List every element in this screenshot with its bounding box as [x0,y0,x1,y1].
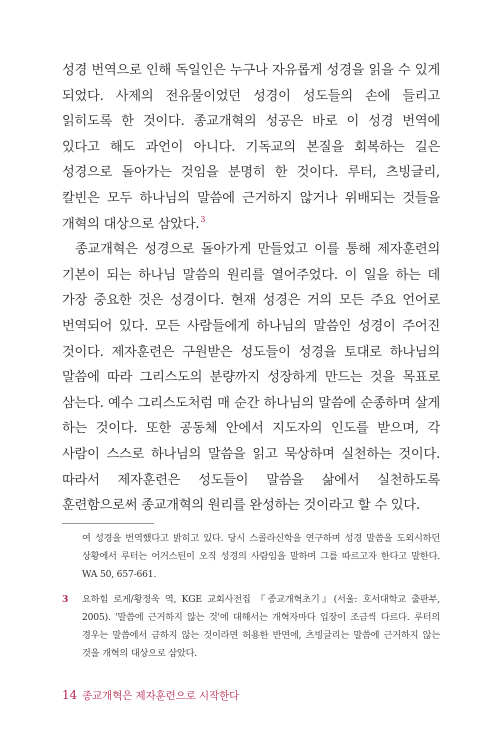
footnotes [62,530,440,663]
main-text [62,58,440,519]
footnote-number [62,530,82,585]
paragraph-2: 종교개혁은 성경으로 돌아가게 만들었고 이를 통해 제자훈련의 기본이 되는 하나님 말씀의 원리를 열어주었다. 이 일을 하는 데 가장 중요한 것은 성경이다. 현재 성경은 거의 모든 주요 언어로 번역되어 있다. 모든 사람들에게 하나님의 말씀인 성경이 주어진 것이다. 제자훈련은 구원받은 성도들이 성경을 토대로 하나님의 말씀에 따라 그리스도의 분량까지 성장하게 만드는 것을 목표로 삼는다. 예수 그리스도처럼 매 순간 하나님의 말씀에 순종하며 살게 하는 것이다. 또한 공동체 안에서 지도자의 인도를 받으며, 각 사람이 스스로 하나님의 말씀을 읽고 묵상하며 실천하는 것이다. 따라서 제자훈련은 성도들이 말씀을 삶에서 실천하도록 훈련함으로써 종교개혁의 원리를 완성하는 것이라고 할 수 있다. [62,242,440,514]
paragraph-1-text: 성경 번역으로 인해 독일인은 누구나 자유롭게 성경을 읽을 수 있게 되었다. 사제의 전유물이었던 성경이 성도들의 손에 들리고 읽히도록 한 것이다. 종교개혁의 성공은 바로 이 성경 번역에 있다고 해도 과언이 아니다. 기독교의 본질을 회복하는 길은 성경으로 돌아가는 것임을 분명히 한 것이다. 루터, 츠빙글리, 칼빈은 모두 하나님의 말씀에 근거하지 않거나 위배되는 것들을 개혁의 대상으로 삼았다. [62,63,440,232]
footnote-text: 여 성경을 번역했다고 밝히고 있다. 당시 스콜라신학을 연구하며 성경 말씀을 도외시하던 상황에서 루터는 어거스틴이 오직 성경의 사람임을 말하며 그를 따르고자 한다고 말한다. WA 50, 657-661. [82,533,440,581]
page-footer [62,688,239,703]
page-number: 14 [62,688,78,702]
paragraph-1 [62,58,440,237]
footnote-continued [62,530,440,585]
footnote-3 [62,591,440,664]
running-title: 종교개혁은 제자훈련으로 시작한다 [82,690,240,702]
footnote-ref-3[interactable]: 3 [200,215,206,225]
footnote-number: 3 [62,593,69,605]
footnote-divider [62,523,154,524]
footnote-text: 요하힘 로게/황정욱 역, KGE 교회사전집 『종교개혁초기』(서울: 호서대학교 출판부, 2005). '말씀에 근거하지 않는 것'에 대해서는 개혁자마다 입장이 조금씩 다르다. 루터의 경우는 말씀에서 금하지 않는 것이라면 허용한 반면에, 츠빙글리는 말씀에 근거하지 않는 것을 개혁의 대상으로 삼았다. [82,593,440,660]
